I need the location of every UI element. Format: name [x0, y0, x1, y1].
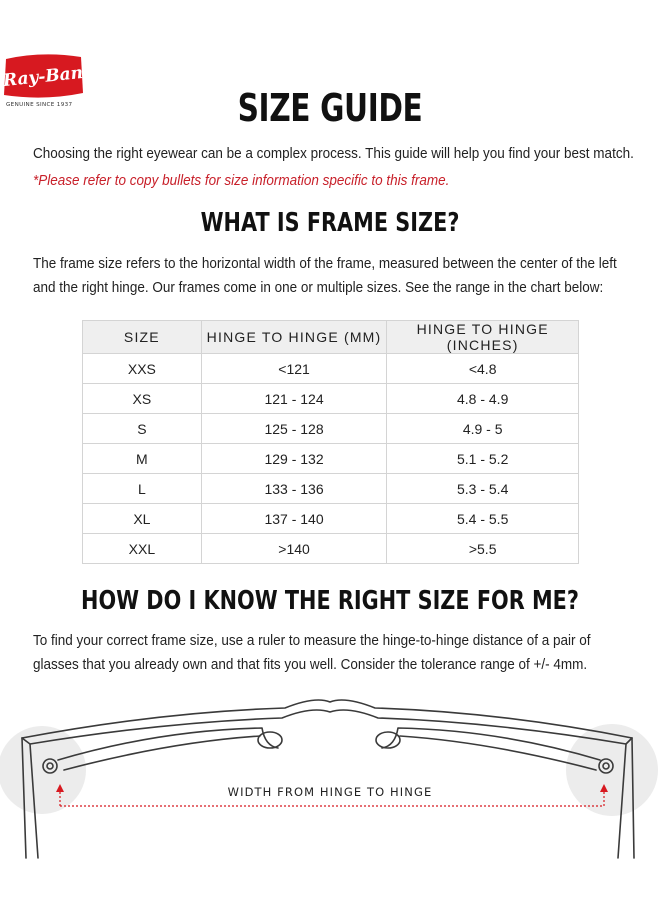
- cell-mm: 133 - 136: [201, 474, 387, 504]
- cell-mm: <121: [201, 354, 387, 384]
- cell-size: XL: [83, 504, 202, 534]
- cell-mm: >140: [201, 534, 387, 564]
- table-row: [83, 504, 579, 534]
- table-row: [83, 414, 579, 444]
- cell-size: XXL: [83, 534, 202, 564]
- frame-note: *Please refer to copy bullets for size information specific to this frame.: [33, 172, 450, 189]
- cell-inches: 4.8 - 4.9: [387, 384, 579, 414]
- cell-inches: <4.8: [387, 354, 579, 384]
- frame-outline: [22, 700, 634, 858]
- glasses-diagram: [0, 680, 660, 860]
- left-hinge-highlight: [0, 726, 86, 814]
- logo-tagline: GENUINE SINCE 1937: [6, 102, 73, 108]
- table-row: [83, 354, 579, 384]
- cell-mm: 125 - 128: [201, 414, 387, 444]
- cell-inches: 5.4 - 5.5: [387, 504, 579, 534]
- header-inches: HINGE TO HINGE (INCHES): [387, 321, 579, 354]
- cell-inches: 4.9 - 5: [387, 414, 579, 444]
- table-header-row: [83, 321, 579, 354]
- table-row: [83, 444, 579, 474]
- cell-inches: 5.1 - 5.2: [387, 444, 579, 474]
- size-table: [82, 320, 579, 564]
- frame-size-text-line1: The frame size refers to the horizontal width of the frame, measured between the center of the left: [33, 255, 617, 272]
- cell-size: M: [83, 444, 202, 474]
- table-row: [83, 474, 579, 504]
- cell-size: XS: [83, 384, 202, 414]
- frame-size-text-line2: and the right hinge. Our frames come in one or multiple sizes. See the range in the chart below:: [33, 279, 604, 296]
- cell-inches: 5.3 - 5.4: [387, 474, 579, 504]
- page-title: SIZE GUIDE: [237, 86, 423, 130]
- frame-size-heading: WHAT IS FRAME SIZE?: [200, 208, 460, 238]
- cell-mm: 137 - 140: [201, 504, 387, 534]
- cell-size: L: [83, 474, 202, 504]
- cell-inches: >5.5: [387, 534, 579, 564]
- cell-size: XXS: [83, 354, 202, 384]
- cell-mm: 129 - 132: [201, 444, 387, 474]
- logo-wordmark: Ray-Ban: [2, 62, 84, 92]
- hinge-width-label: WIDTH FROM HINGE TO HINGE: [227, 785, 433, 799]
- cell-mm: 121 - 124: [201, 384, 387, 414]
- intro-text: Choosing the right eyewear can be a complex process. This guide will help you find your best match.: [33, 145, 634, 162]
- cell-size: S: [83, 414, 202, 444]
- table-row: [83, 534, 579, 564]
- right-size-text-line1: To find your correct frame size, use a ruler to measure the hinge-to-hinge distance of a pair of: [33, 632, 591, 649]
- header-size: SIZE: [83, 321, 202, 354]
- right-size-text-line2: glasses that you already own and that fits you well. Consider the tolerance range of +/- 4mm.: [33, 656, 588, 673]
- right-size-heading: HOW DO I KNOW THE RIGHT SIZE FOR ME?: [81, 586, 579, 616]
- table-row: [83, 384, 579, 414]
- hinge-screws: [43, 759, 613, 773]
- header-mm: HINGE TO HINGE (MM): [201, 321, 387, 354]
